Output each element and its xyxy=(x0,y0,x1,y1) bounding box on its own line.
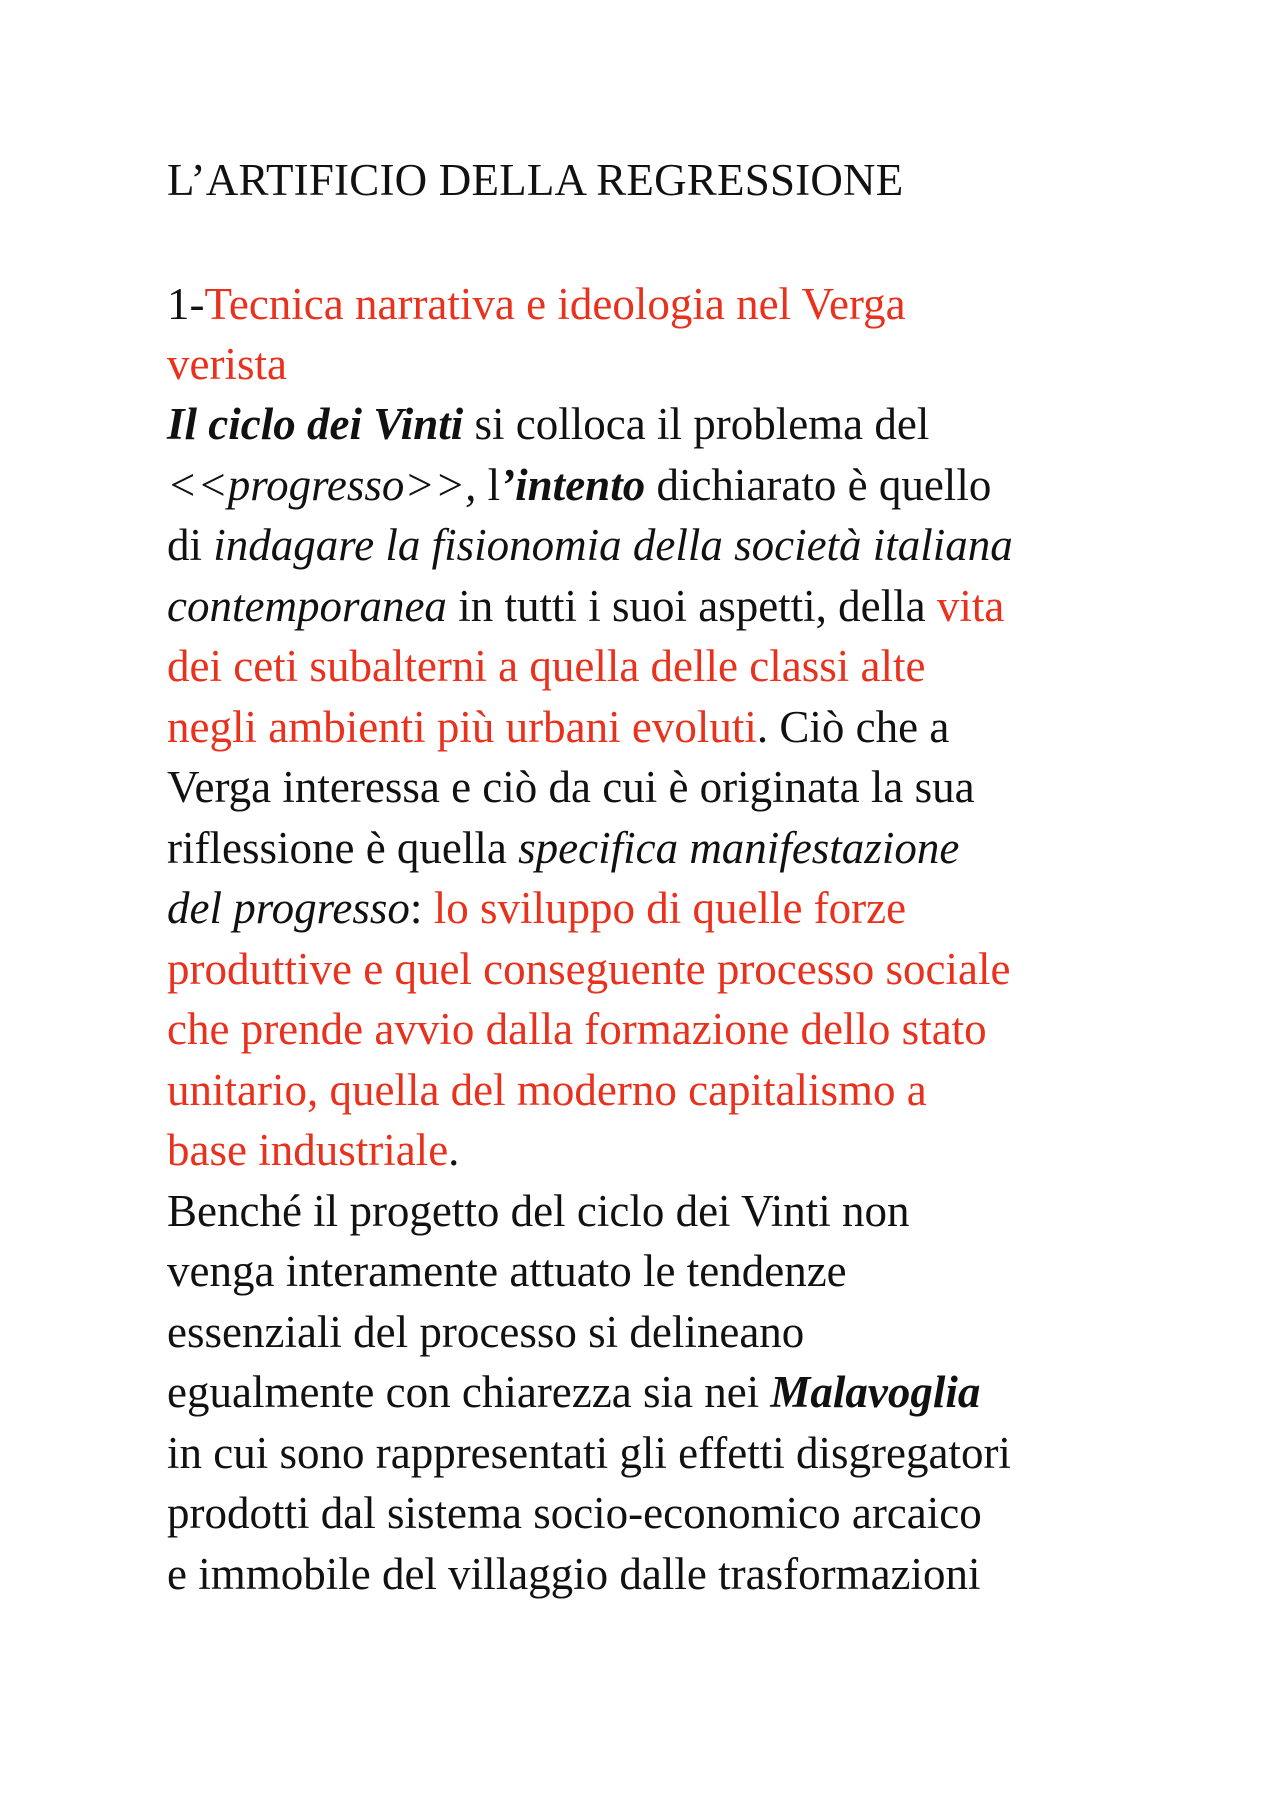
section-title-text: Tecnica narrativa e ideologia nel Verga xyxy=(204,279,906,329)
highlight-text: lo sviluppo di quelle forze xyxy=(433,883,907,933)
paragraph-line xyxy=(167,818,1167,879)
paragraph-2 xyxy=(167,1181,1167,1605)
highlight-text: negli ambienti più urbani evoluti xyxy=(167,701,757,752)
text-run: . xyxy=(448,1125,460,1175)
text-run: riflessione è quella xyxy=(167,822,519,873)
paragraph-line xyxy=(167,515,1167,576)
paragraph-line: in cui sono rappresentati gli effetti disgregatori xyxy=(167,1427,1011,1478)
document-page xyxy=(167,150,1167,1604)
paragraph-line xyxy=(167,878,1167,939)
section-title-line-2: verista xyxy=(167,339,287,389)
page-title: L’ARTIFICIO DELLA REGRESSIONE xyxy=(167,155,904,205)
highlight-line: unitario, quella del moderno capitalismo a xyxy=(167,1064,927,1115)
paragraph-line: Benché il progetto del ciclo dei Vinti non xyxy=(167,1185,910,1236)
paragraph-line: e immobile del villaggio dalle trasformazioni xyxy=(167,1548,981,1599)
highlight-line: produttive e quel conseguente processo sociale xyxy=(167,943,1011,994)
highlight-line: che prende avvio dalla formazione dello stato xyxy=(167,1004,987,1054)
emphasis-italic: contemporanea xyxy=(167,580,447,631)
text-run: egualmente con chiarezza sia nei xyxy=(167,1367,771,1417)
paragraph-line xyxy=(167,455,1167,516)
emphasis-italic: <<progresso>>, xyxy=(167,459,477,510)
emphasis-italic: specifica manifestazione xyxy=(518,822,960,873)
emphasis-bold-italic: Il ciclo dei Vinti xyxy=(167,399,464,449)
text-run: l xyxy=(476,459,501,510)
section-title xyxy=(167,274,1167,394)
emphasis-bold-italic: ’intento xyxy=(500,459,646,510)
text-run: . Ciò che a xyxy=(756,701,950,752)
paragraph-line: essenziali del processo si delineano xyxy=(167,1306,805,1357)
paragraph-line xyxy=(167,1362,1167,1423)
paragraph-line: venga interamente attuato le tendenze xyxy=(167,1246,847,1296)
section-number: 1- xyxy=(167,279,205,329)
text-run: : xyxy=(409,883,434,933)
highlight-text: vita xyxy=(936,580,1005,631)
emphasis-italic: indagare la fisionomia della società italiana xyxy=(213,520,1013,570)
paragraph-line xyxy=(167,576,1167,637)
text-run: dichiarato è quello xyxy=(645,459,992,510)
highlight-line: dei ceti subalterni a quella delle classi alte xyxy=(167,641,926,691)
paragraph-line xyxy=(167,1120,1167,1181)
paragraph-line: prodotti dal sistema socio-economico arcaico xyxy=(167,1488,982,1538)
paragraph-line xyxy=(167,394,1167,455)
paragraph-line: Verga interessa e ciò da cui è originata la sua xyxy=(167,762,975,812)
emphasis-italic: del progresso xyxy=(167,883,410,933)
text-run: in tutti i suoi aspetti, della xyxy=(446,580,937,631)
text-run: di xyxy=(167,520,214,570)
section-title-line-1 xyxy=(167,274,1167,334)
emphasis-bold-italic: Malavoglia xyxy=(770,1367,981,1417)
paragraph-1 xyxy=(167,394,1167,1181)
text-run: si colloca il problema del xyxy=(463,399,930,449)
paragraph-line xyxy=(167,697,1167,758)
highlight-text: base industriale xyxy=(167,1125,449,1175)
